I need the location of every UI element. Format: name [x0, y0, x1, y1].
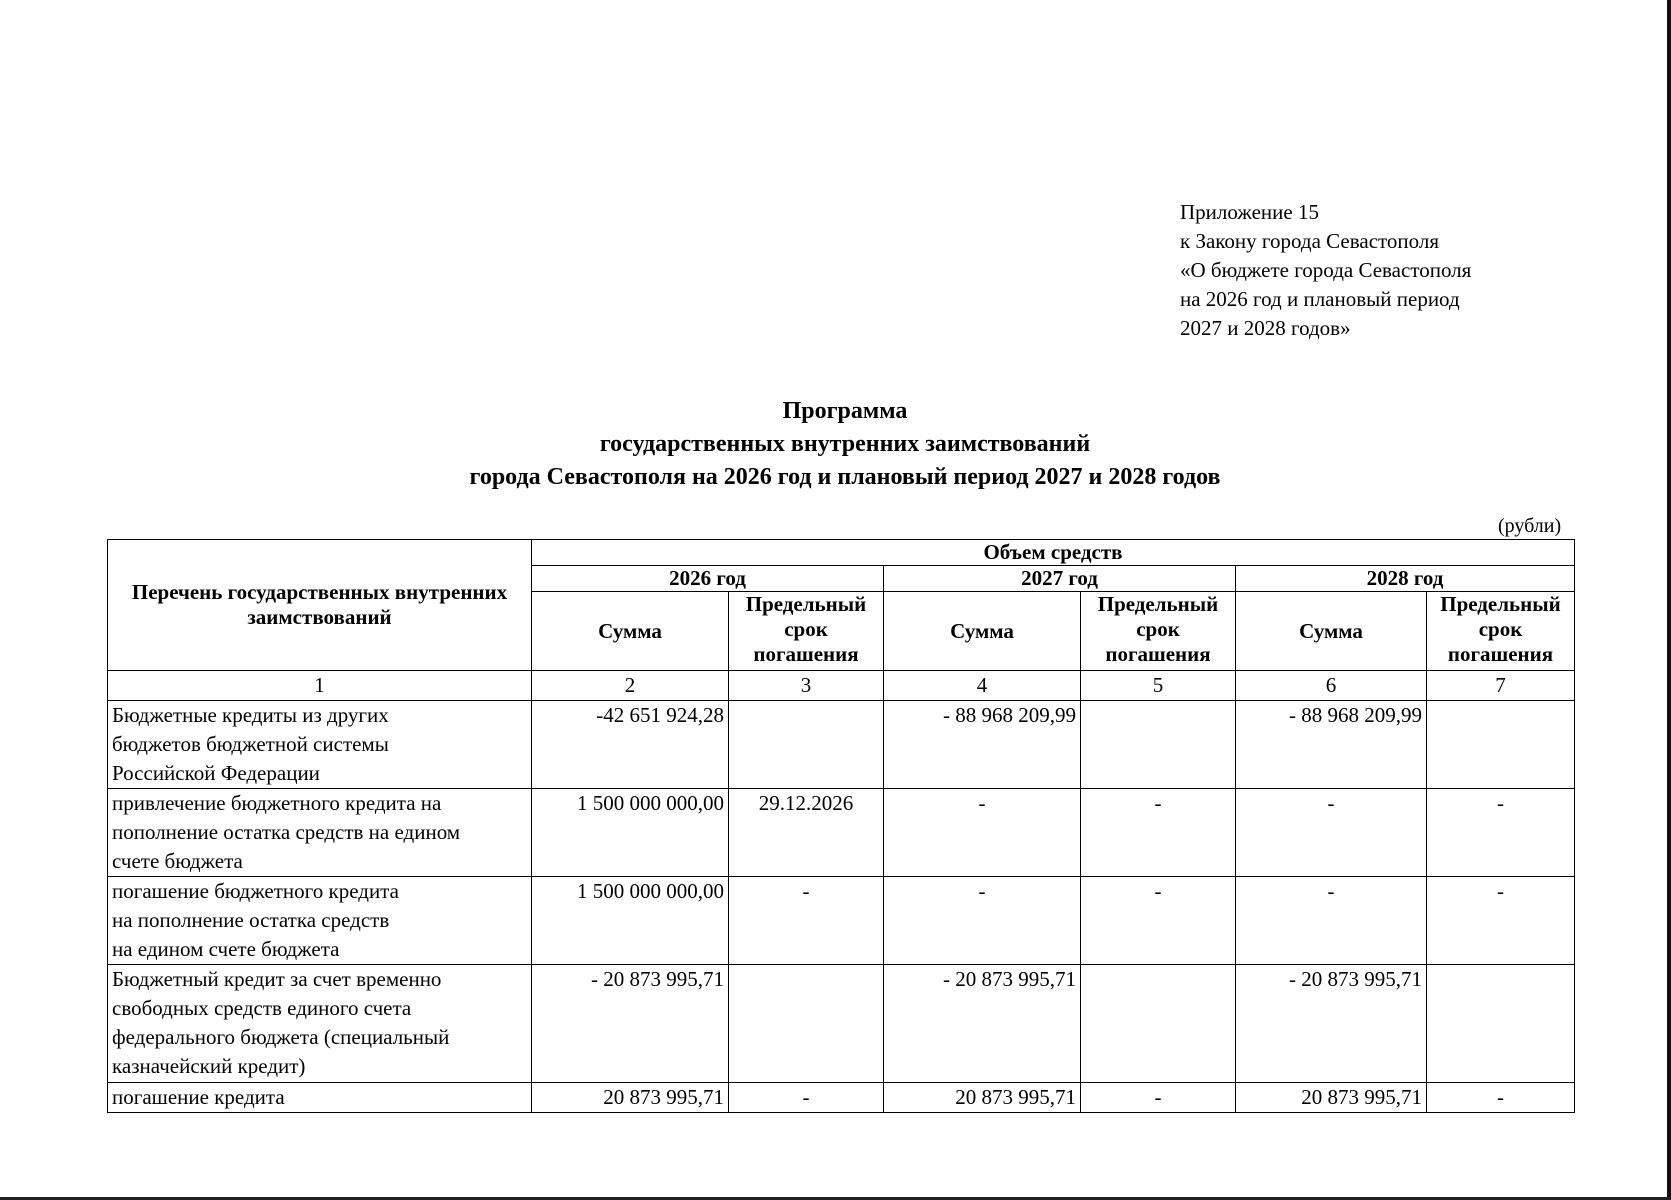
cell-sum-2026: - 20 873 995,71	[532, 965, 729, 1083]
title-line-3: города Севастополя на 2026 год и плановый период 2027 и 2028 годов	[469, 464, 1221, 490]
cell-term-2028	[1427, 965, 1575, 1083]
column-number: 6	[1236, 671, 1427, 701]
document-title	[0, 395, 1671, 494]
row-name: Бюджетные кредиты из других бюджетов бюджетной системы Российской Федерации	[108, 701, 532, 789]
column-number: 7	[1427, 671, 1575, 701]
annex-reference	[1180, 198, 1471, 343]
annex-line: Приложение 15	[1180, 200, 1319, 224]
header-term-2026: Предельный срок погашения	[729, 592, 884, 671]
cell-term-2027: -	[1081, 789, 1236, 877]
annex-line: «О бюджете города Севастополя	[1180, 258, 1472, 282]
header-year-2027: 2027 год	[884, 566, 1236, 592]
cell-term-2027	[1081, 965, 1236, 1083]
cell-term-2028: -	[1427, 1083, 1575, 1113]
column-number: 4	[884, 671, 1081, 701]
column-number: 3	[729, 671, 884, 701]
cell-sum-2027: -	[884, 789, 1081, 877]
header-volume: Объем средств	[532, 540, 1575, 566]
table-row	[108, 701, 1575, 789]
annex-line: к Закону города Севастополя	[1180, 229, 1440, 253]
header-year-2028: 2028 год	[1236, 566, 1575, 592]
units-label: (рубли)	[1498, 515, 1562, 537]
cell-term-2028: -	[1427, 789, 1575, 877]
column-number: 2	[532, 671, 729, 701]
header-list-label: Перечень государственных внутренних заимствований	[108, 540, 532, 671]
title-line-2: государственных внутренних заимствований	[599, 431, 1091, 457]
column-number: 5	[1081, 671, 1236, 701]
cell-sum-2026: 20 873 995,71	[532, 1083, 729, 1113]
header-sum-2026: Сумма	[532, 592, 729, 671]
header-sum-2027: Сумма	[884, 592, 1081, 671]
header-term-2028: Предельный срок погашения	[1427, 592, 1575, 671]
cell-sum-2028: - 20 873 995,71	[1236, 965, 1427, 1083]
cell-sum-2026: 1 500 000 000,00	[532, 877, 729, 965]
cell-term-2028: -	[1427, 877, 1575, 965]
cell-term-2028	[1427, 701, 1575, 789]
row-name: Бюджетный кредит за счет временно свободных средств единого счета федерального бюджета (специальный казначейский кредит)	[108, 965, 532, 1083]
table-row	[108, 1083, 1575, 1113]
cell-sum-2028: 20 873 995,71	[1236, 1083, 1427, 1113]
column-number-row	[108, 671, 1575, 701]
cell-sum-2027: - 20 873 995,71	[884, 965, 1081, 1083]
cell-sum-2028: -	[1236, 877, 1427, 965]
row-name: привлечение бюджетного кредита на пополнение остатка средств на едином счете бюджета	[108, 789, 532, 877]
cell-term-2026: -	[729, 1083, 884, 1113]
cell-sum-2027: 20 873 995,71	[884, 1083, 1081, 1113]
header-year-2026: 2026 год	[532, 566, 884, 592]
cell-term-2027	[1081, 701, 1236, 789]
cell-sum-2028: -	[1236, 789, 1427, 877]
column-number: 1	[108, 671, 532, 701]
scan-edge-right	[1667, 0, 1671, 1200]
cell-term-2026	[729, 701, 884, 789]
cell-sum-2027: - 88 968 209,99	[884, 701, 1081, 789]
header-row-volume	[108, 540, 1575, 566]
cell-term-2027: -	[1081, 877, 1236, 965]
cell-term-2027: -	[1081, 1083, 1236, 1113]
row-name: погашение бюджетного кредита на пополнение остатка средств на едином счете бюджета	[108, 877, 532, 965]
table-row	[108, 965, 1575, 1083]
cell-sum-2028: - 88 968 209,99	[1236, 701, 1427, 789]
borrowing-program-table	[107, 539, 1575, 1113]
annex-line: 2027 и 2028 годов»	[1180, 316, 1351, 340]
cell-term-2026	[729, 965, 884, 1083]
header-sum-2028: Сумма	[1236, 592, 1427, 671]
row-name: погашение кредита	[108, 1083, 532, 1113]
cell-term-2026: -	[729, 877, 884, 965]
title-line-1: Программа	[782, 398, 908, 424]
cell-sum-2027: -	[884, 877, 1081, 965]
table-row	[108, 877, 1575, 965]
cell-sum-2026: 1 500 000 000,00	[532, 789, 729, 877]
header-term-2027: Предельный срок погашения	[1081, 592, 1236, 671]
cell-sum-2026: -42 651 924,28	[532, 701, 729, 789]
annex-line: на 2026 год и плановый период	[1180, 287, 1460, 311]
table-row	[108, 789, 1575, 877]
cell-term-2026: 29.12.2026	[729, 789, 884, 877]
